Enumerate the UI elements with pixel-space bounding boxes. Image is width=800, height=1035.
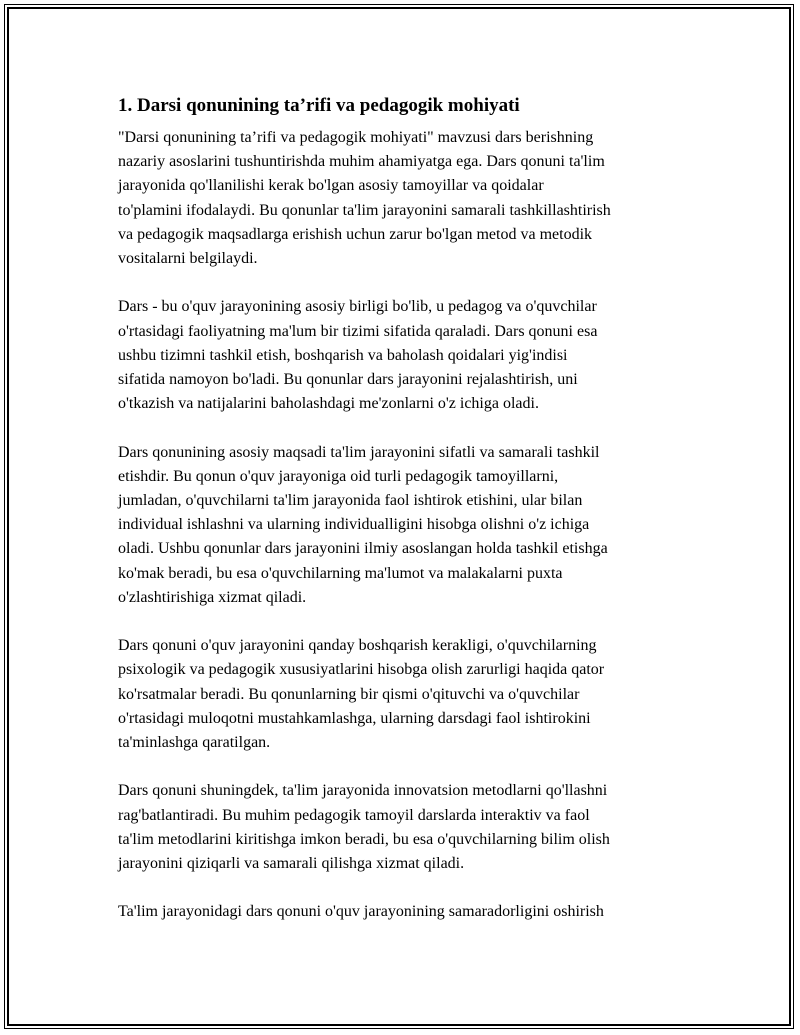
paragraph: Dars qonunining asosiy maqsadi ta'lim jarayonini sifatli va samarali tashkil etishdir. Bu qonun o'quv jarayoniga oid turli pedagogik tamoyillarni, jumladan, o'quvchilarni ta'lim jarayonida faol ishtirok etishini, ular bilan individual ishlashni va ularning individualligini hisobga olishni o'z ichiga oladi. Ushbu qonunlar dars jarayonini ilmiy asoslangan holda tashkil etishga ko'mak beradi, bu esa o'quvchilarning ma'lumot va malakalarni puxta o'zlashtirishiga xizmat qiladi. [118,443,608,606]
document-body [118,92,688,949]
paragraph: Dars - bu o'quv jarayonining asosiy birligi bo'lib, u pedagog va o'quvchilar o'rtasidagi faoliyatning ma'lum bir tizimi sifatida qaraladi. Dars qonuni esa ushbu tizimni tashkil etish, boshqarish va baholash qoidalari yig'indisi sifatida namoyon bo'ladi. Bu qonunlar dars jarayonini rejalashtirish, uni o'tkazish va natijalarini baholashdagi me'zonlarni o'z ichiga oladi. [118,298,598,413]
paragraph: Ta'lim jarayonidagi dars qonuni o'quv jarayonining samaradorligini oshirish [118,903,604,921]
paragraph: Dars qonuni o'quv jarayonini qanday boshqarish kerakligi, o'quvchilarning psixologik va pedagogik xususiyatlarini hisobga olish zarurligi haqida qator ko'rsatmalar beradi. Bu qonunlarning bir qismi o'qituvchi va o'quvchilar o'rtasidagi muloqotni mustahkamlashga, ularning darsdagi faol ishtirokini ta'minlashga qaratilgan. [118,637,605,752]
paragraph: Dars qonuni shuningdek, ta'lim jarayonida innovatsion metodlarni qo'llashni rag'batlantiradi. Bu muhim pedagogik tamoyil darslarda interaktiv va faol ta'lim metodlarini kiritishga imkon beradi, bu esa o'quvchilarning bilim olish jarayonini qiziqarli va samarali qilishga xizmat qiladi. [118,782,610,873]
section-heading: 1. Darsi qonunining ta’rifi va pedagogik mohiyati [118,95,520,116]
paragraph: "Darsi qonunining ta’rifi va pedagogik mohiyati" mavzusi dars berishning nazariy asoslarini tushuntirishda muhim ahamiyatga ega. Dars qonuni ta'lim jarayonida qo'llanilishi kerak bo'lgan asosiy tamoyillar va qoidalar to'plamini ifodalaydi. Bu qonunlar ta'lim jarayonini samarali tashkillashtirish va pedagogik maqsadlarga erishish uchun zarur bo'lgan metod va metodik vositalarni belgilaydi. [118,129,611,268]
